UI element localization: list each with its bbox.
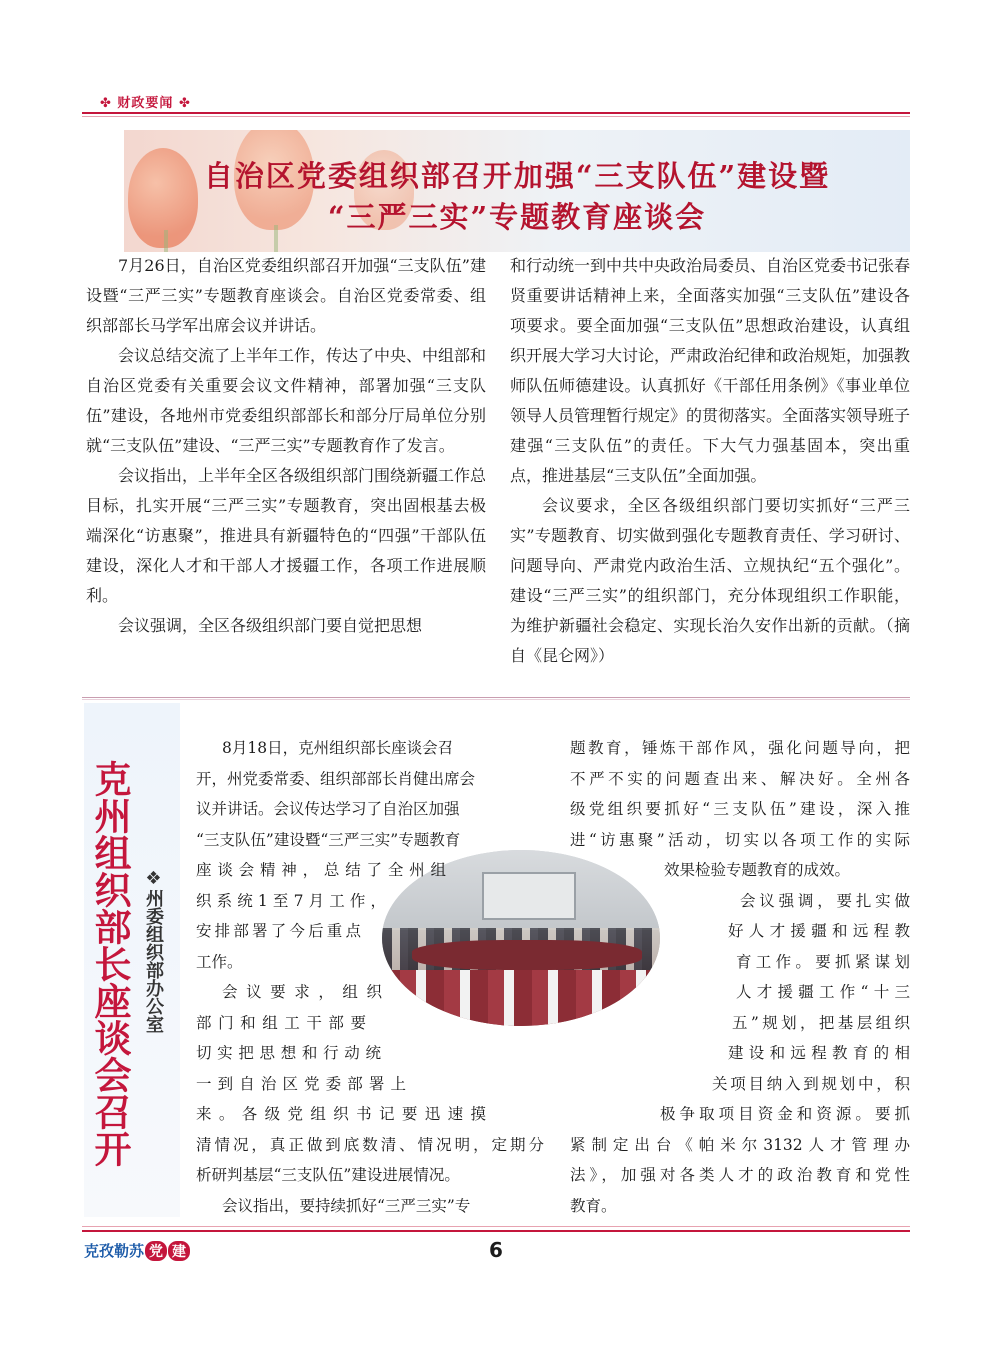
article-title: [124, 156, 910, 238]
page-number: 6: [489, 1238, 503, 1262]
article2-line: 五”规划，把基层组织: [732, 1013, 910, 1032]
article2-line: 会议强调，要扎实做: [740, 891, 910, 910]
article2-line: 不严不实的问题查出来、解决好。全州各: [570, 769, 910, 788]
article2-line: 建设和远程教育的相: [728, 1044, 910, 1062]
article2-line: 一到自治区党委部署上: [196, 1074, 406, 1093]
article2-line: 8月18日，克州组织部长座谈会召: [222, 739, 454, 757]
footer-rule: [82, 1230, 910, 1232]
article2-line: 好人才援疆和远程教: [728, 922, 910, 940]
article2-line: 安排部署了今后重点: [196, 922, 361, 940]
paragraph: 会议强调，全区各级组织部门要自觉把思想: [118, 616, 423, 635]
article2-line: 开，州党委常委、组织部部长肖健出席会: [196, 769, 476, 788]
footer-rule-thin: [82, 1226, 910, 1227]
article2-line: 工作。: [196, 952, 243, 971]
article2-line: 部门和组工干部要: [196, 1013, 366, 1032]
photo-chairs: [382, 970, 660, 1026]
article2-line: 法》，加强对各类人才的政治教育和党性: [570, 1166, 910, 1184]
article2-line: 来。各级党组织书记要迅速摸: [196, 1105, 486, 1123]
section-divider: [82, 697, 910, 698]
paragraph: 会议要求，全区各级组织部门要切实抓好“三严三实”专题教育、切实做到强化专题教育责任、学习研讨、问题导向、严肃党内政治生活、立规执纪“五个强化”。建设“三严三实”的组织部门，充分体现组织工作职能，为维护新疆社会稳定、实现长治久安作出新的贡献。（摘自《昆仑网》）: [510, 496, 910, 665]
article2-line: 题教育，锤炼干部作风，强化问题导向，把: [570, 739, 910, 757]
article2-line: 析研判基层“三支队伍”建设进展情况。: [196, 1166, 460, 1184]
paragraph-continued: 和行动统一到中共中央政治局委员、自治区党委书记张春贤重要讲话精神上来，全面落实加强“三支队伍”建设各项要求。要全面加强“三支队伍”思想政治建设，认真组织开展大学习大讨论，严肃政治纪律和政治规矩，加强教师队伍师德建设。认真抓好《干部任用条例》《事业单位领导人员管理暂行规定》的贯彻落实。全面落实领导班子建强“三支队伍”的责任。下大气力强基固本，突出重点，推进基层“三支队伍”全面加强。: [510, 256, 911, 485]
article2-line: 紧制定出台《帕米尔3132人才管理办: [570, 1135, 910, 1154]
article2-byline: ❖州委组织部办公室: [143, 868, 164, 1033]
article2-line: 切实把思想和行动统: [196, 1044, 381, 1062]
article1-column-right: [510, 251, 910, 671]
article2-line: 座谈会精神，总结了全州组: [196, 861, 446, 879]
article-title-line2: “三严三实”专题教育座谈会: [327, 200, 707, 234]
article2-line: 关项目纳入到规划中，积: [712, 1074, 910, 1093]
paragraph: 会议总结交流了上半年工作，传达了中央、中组部和自治区党委有关重要会议文件精神，部署加强“三支队伍”建设，各地州市党委组织部部长和部分厅局单位分别就“三支队伍”建设、“三严三实”专题教育作了发言。: [86, 346, 487, 455]
paragraph: 会议指出，上半年全区各级组织部门围绕新疆工作总目标，扎实开展“三严三实”专题教育，突出固根基去极端深化“访惠聚”，推进具有新疆特色的“四强”干部队伍建设，深化人才和干部人才援疆工作，各项工作进展顺利。: [86, 466, 487, 605]
article2-line: 议并讲话。会议传达学习了自治区加强: [196, 800, 460, 818]
article2-line: 人才援疆工作“十三: [736, 983, 910, 1001]
article-title-line1: 自治区党委组织部召开加强“三支队伍”建设暨: [203, 159, 831, 193]
brand-text: 克孜勒苏: [84, 1242, 145, 1260]
article2-line: “三支队伍”建设暨“三严三实”专题教育: [196, 830, 461, 849]
brand-badge-party: 党: [145, 1241, 167, 1261]
article2-vertical-title: 克州组织部长座谈会召开: [88, 760, 131, 1167]
article2-line: 教育。: [570, 1196, 617, 1215]
footer-brand: [84, 1240, 190, 1261]
article2-line: 织系统1至7月工作，: [196, 891, 386, 910]
article2-line: 极争取项目资金和资源。要抓: [660, 1105, 910, 1123]
article1-column-left: [86, 251, 486, 641]
brand-badge-build: 建: [168, 1241, 190, 1261]
photo-screen: [482, 872, 576, 920]
article2-line: 会议要求，组织: [222, 983, 382, 1001]
article2-line: 会议指出，要持续抓好“三严三实”专: [222, 1196, 471, 1215]
section-divider-thin: [82, 699, 910, 700]
article2-line: 育工作。要抓紧谋划: [736, 952, 910, 971]
photo-table: [412, 940, 642, 970]
paragraph: 7月26日，自治区党委组织部召开加强“三支队伍”建设暨“三严三实”专题教育座谈会。自治区党委常委、组织部部长马学军出席会议并讲话。: [86, 256, 486, 335]
header-rule: [82, 112, 910, 114]
section-tag: ✤ 财政要闻 ✤: [100, 96, 191, 111]
article2-line: 级党组织要抓好“三支队伍”建设，深入推: [570, 800, 910, 818]
article2-line: 清情况，真正做到底数清、情况明，定期分: [196, 1135, 544, 1154]
header-rule-thin: [82, 116, 910, 117]
article2-line: 进“访惠聚”活动，切实以各项工作的实际: [570, 830, 910, 849]
article2-line: 效果检验专题教育的成效。: [664, 861, 851, 879]
